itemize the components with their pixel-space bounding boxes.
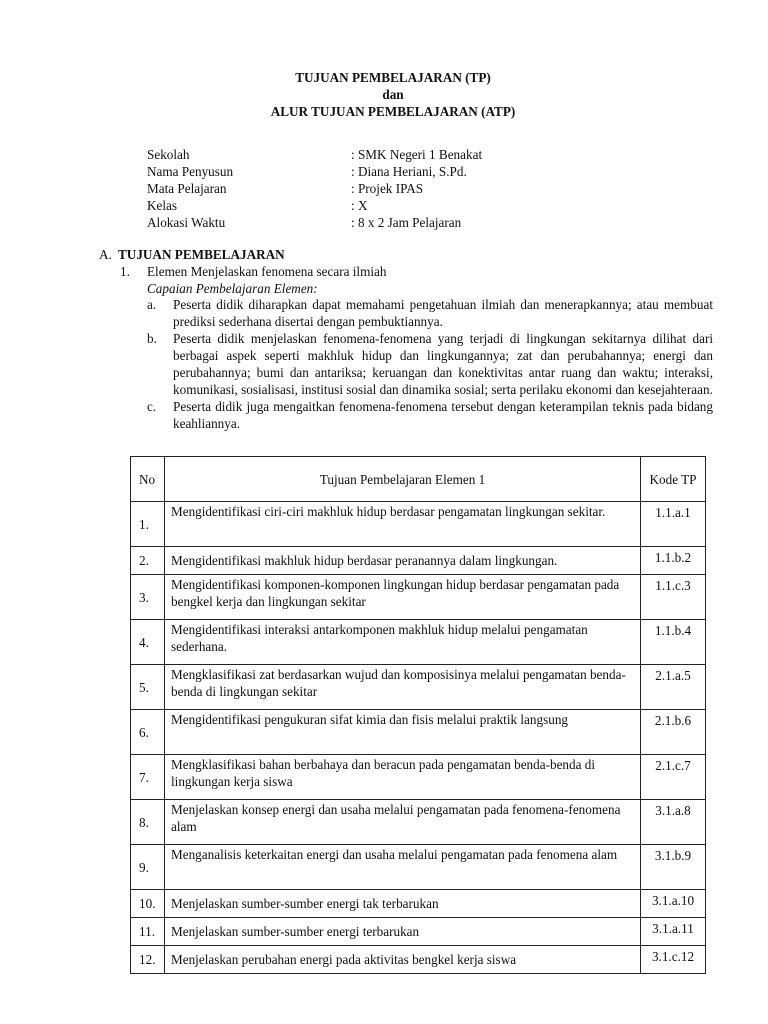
info-value: : Diana Heriani, S.Pd. [351,164,467,179]
row-kode: 1.1.b.2 [641,547,706,575]
table-row [131,755,706,800]
row-no: 2. [131,547,165,575]
info-label: Alokasi Waktu [147,215,226,230]
list-marker: a. [147,297,157,312]
row-desc: Mengidentifikasi interaksi antarkomponen makhluk hidup melalui pengamatan sederhana. [165,620,641,665]
row-no: 3. [131,575,165,620]
row-no: 10. [131,890,165,918]
row-no: 7. [131,755,165,800]
row-no: 11. [131,918,165,946]
row-kode: 1.1.c.3 [641,575,706,620]
row-desc: Mengidentifikasi pengukuran sifat kimia dan fisis melalui praktik langsung [165,710,641,755]
row-kode: 3.1.a.11 [641,918,706,946]
row-kode: 2.1.c.7 [641,755,706,800]
row-kode: 3.1.a.10 [641,890,706,918]
table-row [131,800,706,845]
table-header-row [131,457,706,502]
info-value: : 8 x 2 Jam Pelajaran [351,215,462,230]
table-row [131,710,706,755]
row-kode: 3.1.b.9 [641,845,706,890]
table-row [131,665,706,710]
table-row [131,502,706,547]
table-row [131,575,706,620]
row-desc: Menjelaskan sumber-sumber energi tak terbarukan [165,890,641,918]
section-title: TUJUAN PEMBELAJARAN [118,247,285,262]
row-no: 4. [131,620,165,665]
row-kode: 2.1.b.6 [641,710,706,755]
row-desc: Mengklasifikasi bahan berbahaya dan beracun pada pengamatan benda-benda di lingkungan kerja siswa [165,755,641,800]
row-desc: Mengklasifikasi zat berdasarkan wujud dan komposisinya melalui pengamatan benda-benda di lingkungan sekitar [165,665,641,710]
list-marker: c. [147,399,157,414]
doc-title-line2: dan [382,87,404,102]
info-label: Kelas [147,198,178,213]
list-item [147,398,713,432]
capaian-list [147,296,713,432]
table-row [131,890,706,918]
row-no: 9. [131,845,165,890]
row-desc: Mengidentifikasi ciri-ciri makhluk hidup berdasar pengamatan lingkungan sekitar. [165,502,641,547]
row-desc: Menjelaskan konsep energi dan usaha melalui pengamatan pada fenomena-fenomena alam [165,800,641,845]
capaian-label: Capaian Pembelajaran Elemen: [147,281,318,296]
element-heading [120,263,386,280]
row-no: 5. [131,665,165,710]
header-desc: Tujuan Pembelajaran Elemen 1 [165,457,641,502]
info-value: : Projek IPAS [351,181,424,196]
row-desc: Menganalisis keterkaitan energi dan usaha melalui pengamatan pada fenomena alam [165,845,641,890]
table-row [131,620,706,665]
row-desc: Mengidentifikasi makhluk hidup berdasar peranannya dalam lingkungan. [165,547,641,575]
table-row [131,547,706,575]
info-label: Sekolah [147,147,190,162]
list-text: Peserta didik menjelaskan fenomena-fenomena yang terjadi di lingkungan sekitarnya dilihat dari berbagai aspek seperti makhluk hidup dan lingkungannya; zat dan perubahannya; energi dan perubahannya; bumi dan antariksa; keruangan dan konektivitas antar ruang dan waktu; interaksi, komunikasi, sosialisasi, institusi sosial dan dinamika sosial; serta perilaku ekonomi dan kesejahteraan. [173,331,713,397]
section-letter: A. [99,247,112,262]
row-no: 1. [131,502,165,547]
doc-title-line3: ALUR TUJUAN PEMBELAJARAN (ATP) [270,104,516,119]
info-value: : SMK Negeri 1 Benakat [351,147,483,162]
table-row [131,845,706,890]
row-kode: 2.1.a.5 [641,665,706,710]
section-heading [99,246,285,263]
row-kode: 1.1.a.1 [641,502,706,547]
header-kode: Kode TP [641,457,706,502]
table-row [131,946,706,974]
table-row [131,918,706,946]
list-item [147,296,713,330]
row-kode: 3.1.a.8 [641,800,706,845]
element-number: 1. [120,264,130,279]
row-desc: Menjelaskan perubahan energi pada aktivitas bengkel kerja siswa [165,946,641,974]
list-text: Peserta didik juga mengaitkan fenomena-fenomena tersebut dengan keterampilan teknis pada bidang keahliannya. [173,399,713,431]
row-kode: 3.1.c.12 [641,946,706,974]
row-desc: Menjelaskan sumber-sumber energi terbarukan [165,918,641,946]
tp-table [130,456,706,974]
row-no: 8. [131,800,165,845]
row-no: 6. [131,710,165,755]
list-marker: b. [147,331,157,346]
row-kode: 1.1.b.4 [641,620,706,665]
list-item [147,330,713,398]
info-value: : X [351,198,368,213]
row-no: 12. [131,946,165,974]
element-title: Elemen Menjelaskan fenomena secara ilmiah [147,264,387,279]
list-text: Peserta didik diharapkan dapat memahami pengetahuan ilmiah dan menerapkannya; atau membuat prediksi sederhana disertai dengan pembuktiannya. [173,297,713,329]
info-label: Mata Pelajaran [147,181,227,196]
row-desc: Mengidentifikasi komponen-komponen lingkungan hidup berdasar pengamatan pada bengkel kerja dan lingkungan sekitar [165,575,641,620]
doc-title-line1: TUJUAN PEMBELAJARAN (TP) [295,70,491,85]
header-no: No [131,457,165,502]
info-label: Nama Penyusun [147,164,234,179]
